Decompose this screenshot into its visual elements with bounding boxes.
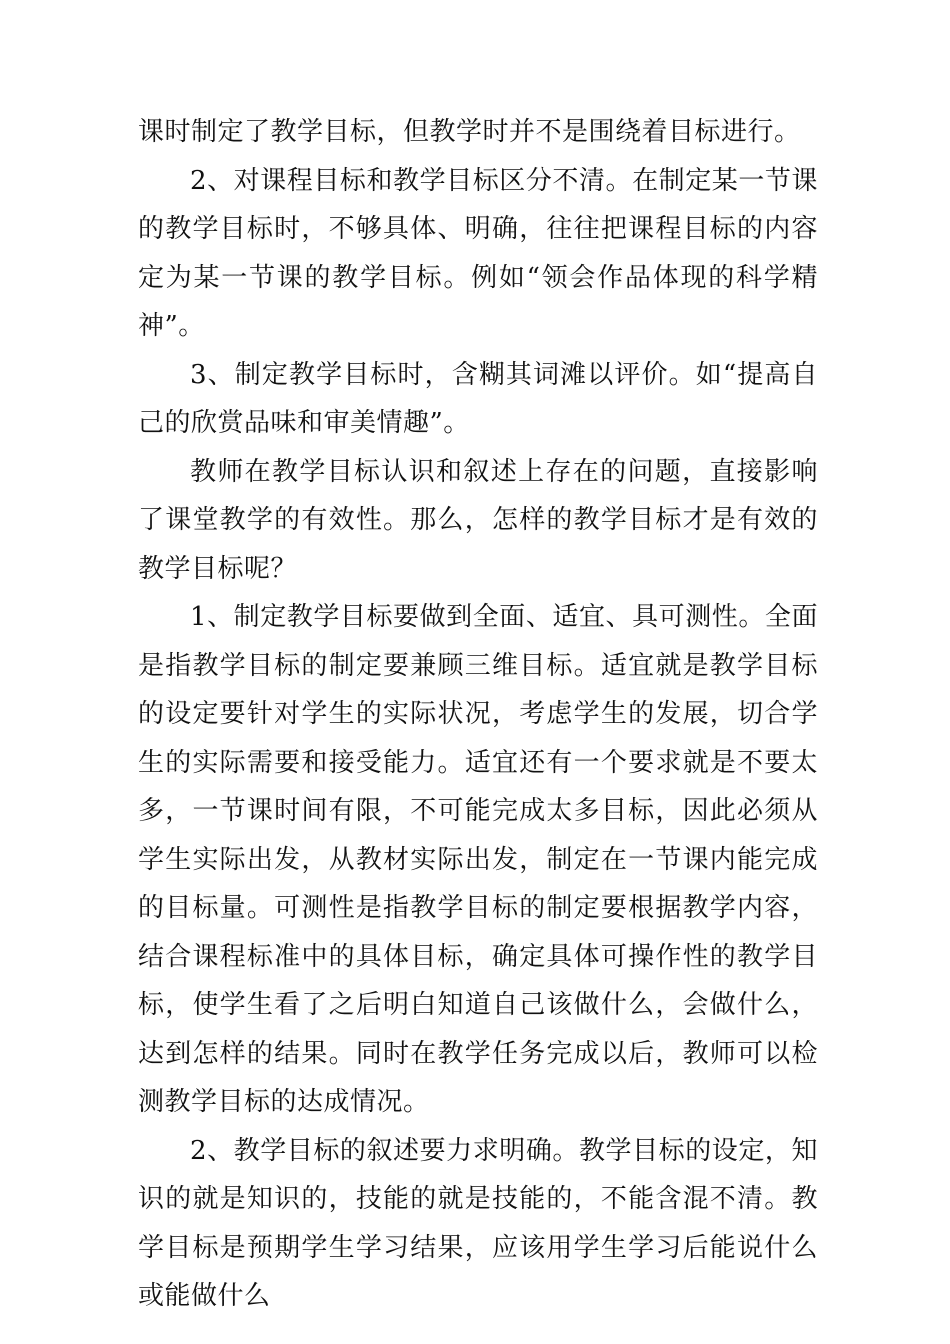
paragraph-effective-point-1: 1、制定教学目标要做到全面、适宜、具可测性。全面是指教学目标的制定要兼顾三维目标。适宜就是教学目标的设定要针对学生的实际状况，考虑学生的发展，切合学生的实际需要和接受能力。适宜还有一个要求就是不要太多，一节课时间有限，不可能完成太多目标，因此必须从学生实际出发，从教材实际出发，制定在一节课内能完成的目标量。可测性是指教学目标的制定要根据教学内容，结合课程标准中的具体目标，确定具体可操作性的教学目标，使学生看了之后明白知道自己该做什么，会做什么，达到怎样的结果。同时在教学任务完成以后，教师可以检测教学目标的达成情况。 — [138, 602, 818, 1117]
paragraph-effective-point-2: 2、教学目标的叙述要力求明确。教学目标的设定，知识的就是知识的，技能的就是技能的，不能含混不清。教学目标是预期学生学习结果，应该用学生学习后能说什么或能做什么 — [138, 1135, 818, 1311]
document-body — [138, 108, 818, 1321]
paragraph-point-3-vague: 3、制定教学目标时，含糊其词滩以评价。如“提高自己的欣赏品味和审美情趣”。 — [138, 359, 818, 438]
paragraph-point-2-distinction: 2、对课程目标和教学目标区分不清。在制定某一节课的教学目标时，不够具体、明确，往往把课程目标的内容定为某一节课的教学目标。例如“领会作品体现的科学精神”。 — [138, 165, 818, 341]
paragraph-question: 教师在教学目标认识和叙述上存在的问题，直接影响了课堂教学的有效性。那么，怎样的教学目标才是有效的教学目标呢？ — [138, 456, 818, 584]
paragraph-continuation: 课时制定了教学目标，但教学时并不是围绕着目标进行。 — [138, 117, 801, 147]
